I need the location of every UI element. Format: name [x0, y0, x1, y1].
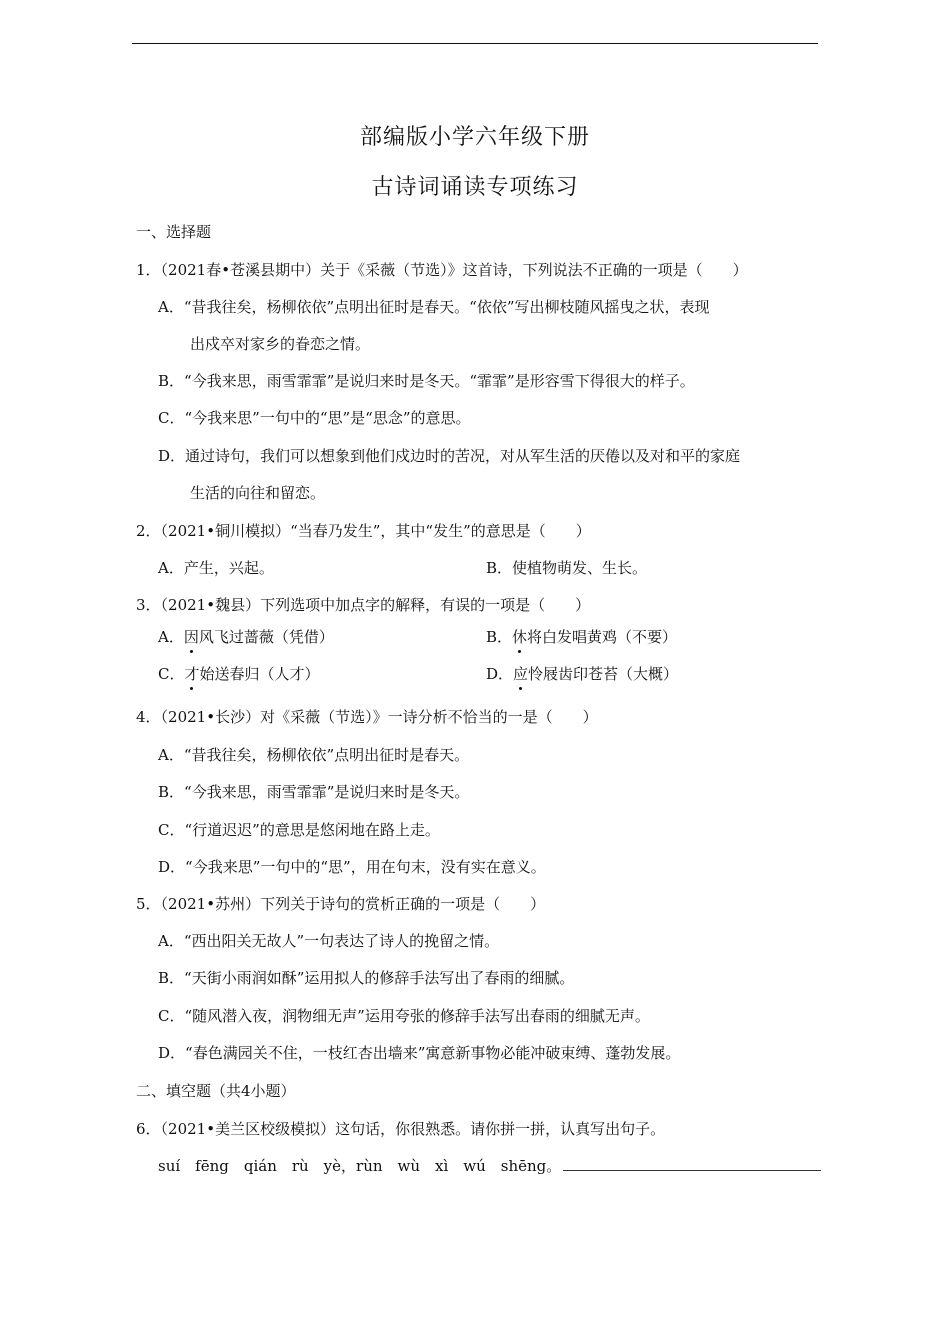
question-4-option-d: D．“今我来思”一句中的“思”，用在句末，没有实在意义。	[158, 858, 546, 876]
question-3-option-b	[486, 627, 677, 647]
question-4-option-a: A．“昔我往矣，杨柳依依”点明出征时是春天。	[158, 746, 470, 764]
question-6-pinyin-line	[158, 1156, 821, 1176]
question-1-option-b: B．“今我来思，雨雪霏霏”是说归来时是冬天。“霏霏”是形容雪下得很大的样子。	[158, 372, 695, 390]
page-title: 部编版小学六年级下册	[359, 125, 590, 150]
option-text: 将白发唱黄鸡（不要）	[527, 628, 678, 646]
answer-blank[interactable]	[563, 1156, 821, 1171]
question-3-option-c	[158, 664, 320, 684]
question-4-stem: 4．（2021•长沙）对《采薇（节选）》一诗分析不恰当的一是（ ）	[136, 708, 598, 726]
question-5-option-a: A．“西出阳关无故人”一句表达了诗人的挽留之情。	[158, 932, 500, 950]
section-heading-choice: 一、选择题	[136, 223, 212, 241]
question-6-stem: 6．（2021•美兰区校级模拟）这句话，你很熟悉。请你拼一拼，认真写出句子。	[136, 1120, 666, 1138]
option-text: 怜屐齿印苍苔（大概）	[528, 665, 679, 683]
question-1-option-d-cont: 生活的向往和留恋。	[190, 484, 326, 502]
question-1-option-d: D．通过诗句，我们可以想象到他们戍边时的苦况，对从军生活的厌倦以及对和平的家庭	[158, 447, 741, 465]
question-2-option-a: A．产生，兴起。	[158, 559, 274, 577]
dotted-character: 因	[183, 628, 199, 646]
option-text: 始送春归（人才）	[199, 665, 320, 683]
option-letter: B．	[486, 628, 513, 646]
option-letter: A．	[158, 628, 184, 646]
question-5-option-b: B．“天街小雨润如酥”运用拟人的修辞手法写出了春雨的细腻。	[158, 969, 575, 987]
question-1-option-c: C．“今我来思”一句中的“思”是“思念”的意思。	[158, 409, 471, 427]
question-3-option-d	[486, 664, 678, 684]
option-letter: D．	[486, 665, 514, 683]
question-2-option-b: B．使植物萌发、生长。	[486, 559, 648, 577]
question-4-option-c: C．“行道迟迟”的意思是悠闲地在路上走。	[158, 821, 440, 839]
option-text: 风飞过蔷薇（凭借）	[198, 628, 334, 646]
section-heading-fill: 二、填空题（共4小题）	[136, 1082, 296, 1100]
question-4-option-b: B．“今我来思，雨雪霏霏”是说归来时是冬天。	[158, 783, 470, 801]
question-1-stem: 1．（2021春•苍溪县期中）关于《采薇（节选）》这首诗，下列说法不正确的一项是（ ）	[136, 261, 748, 279]
question-1-option-a-cont: 出戍卒对家乡的眷恋之情。	[190, 335, 371, 353]
question-5-option-c: C．“随风潜入夜，润物细无声”运用夸张的修辞手法写出春雨的细腻无声。	[158, 1007, 650, 1025]
question-3-stem: 3．（2021•魏县）下列选项中加点字的解释，有误的一项是（ ）	[136, 596, 591, 614]
question-5-option-d: D．“春色满园关不住，一枝红杏出墙来”寓意新事物必能冲破束缚、蓬勃发展。	[158, 1044, 681, 1062]
question-2-stem: 2．（2021•铜川模拟）“当春乃发生”，其中“发生”的意思是（ ）	[136, 522, 591, 540]
page-subtitle: 古诗词诵读专项练习	[371, 175, 579, 200]
dotted-character: 才	[184, 665, 200, 683]
dotted-character: 休	[512, 628, 528, 646]
question-5-stem: 5．（2021•苏州）下列关于诗句的赏析正确的一项是（ ）	[136, 895, 546, 913]
question-3-option-a	[158, 627, 334, 647]
question-1-option-a: A．“昔我往矣，杨柳依依”点明出征时是春天。“依依”写出柳枝随风摇曳之状，表现	[158, 298, 710, 316]
pinyin-text: suí fēng qián rù yè，rùn wù xì wú shēng。	[158, 1157, 562, 1175]
header-rule	[132, 43, 818, 44]
dotted-character: 应	[513, 665, 529, 683]
option-letter: C．	[158, 665, 185, 683]
